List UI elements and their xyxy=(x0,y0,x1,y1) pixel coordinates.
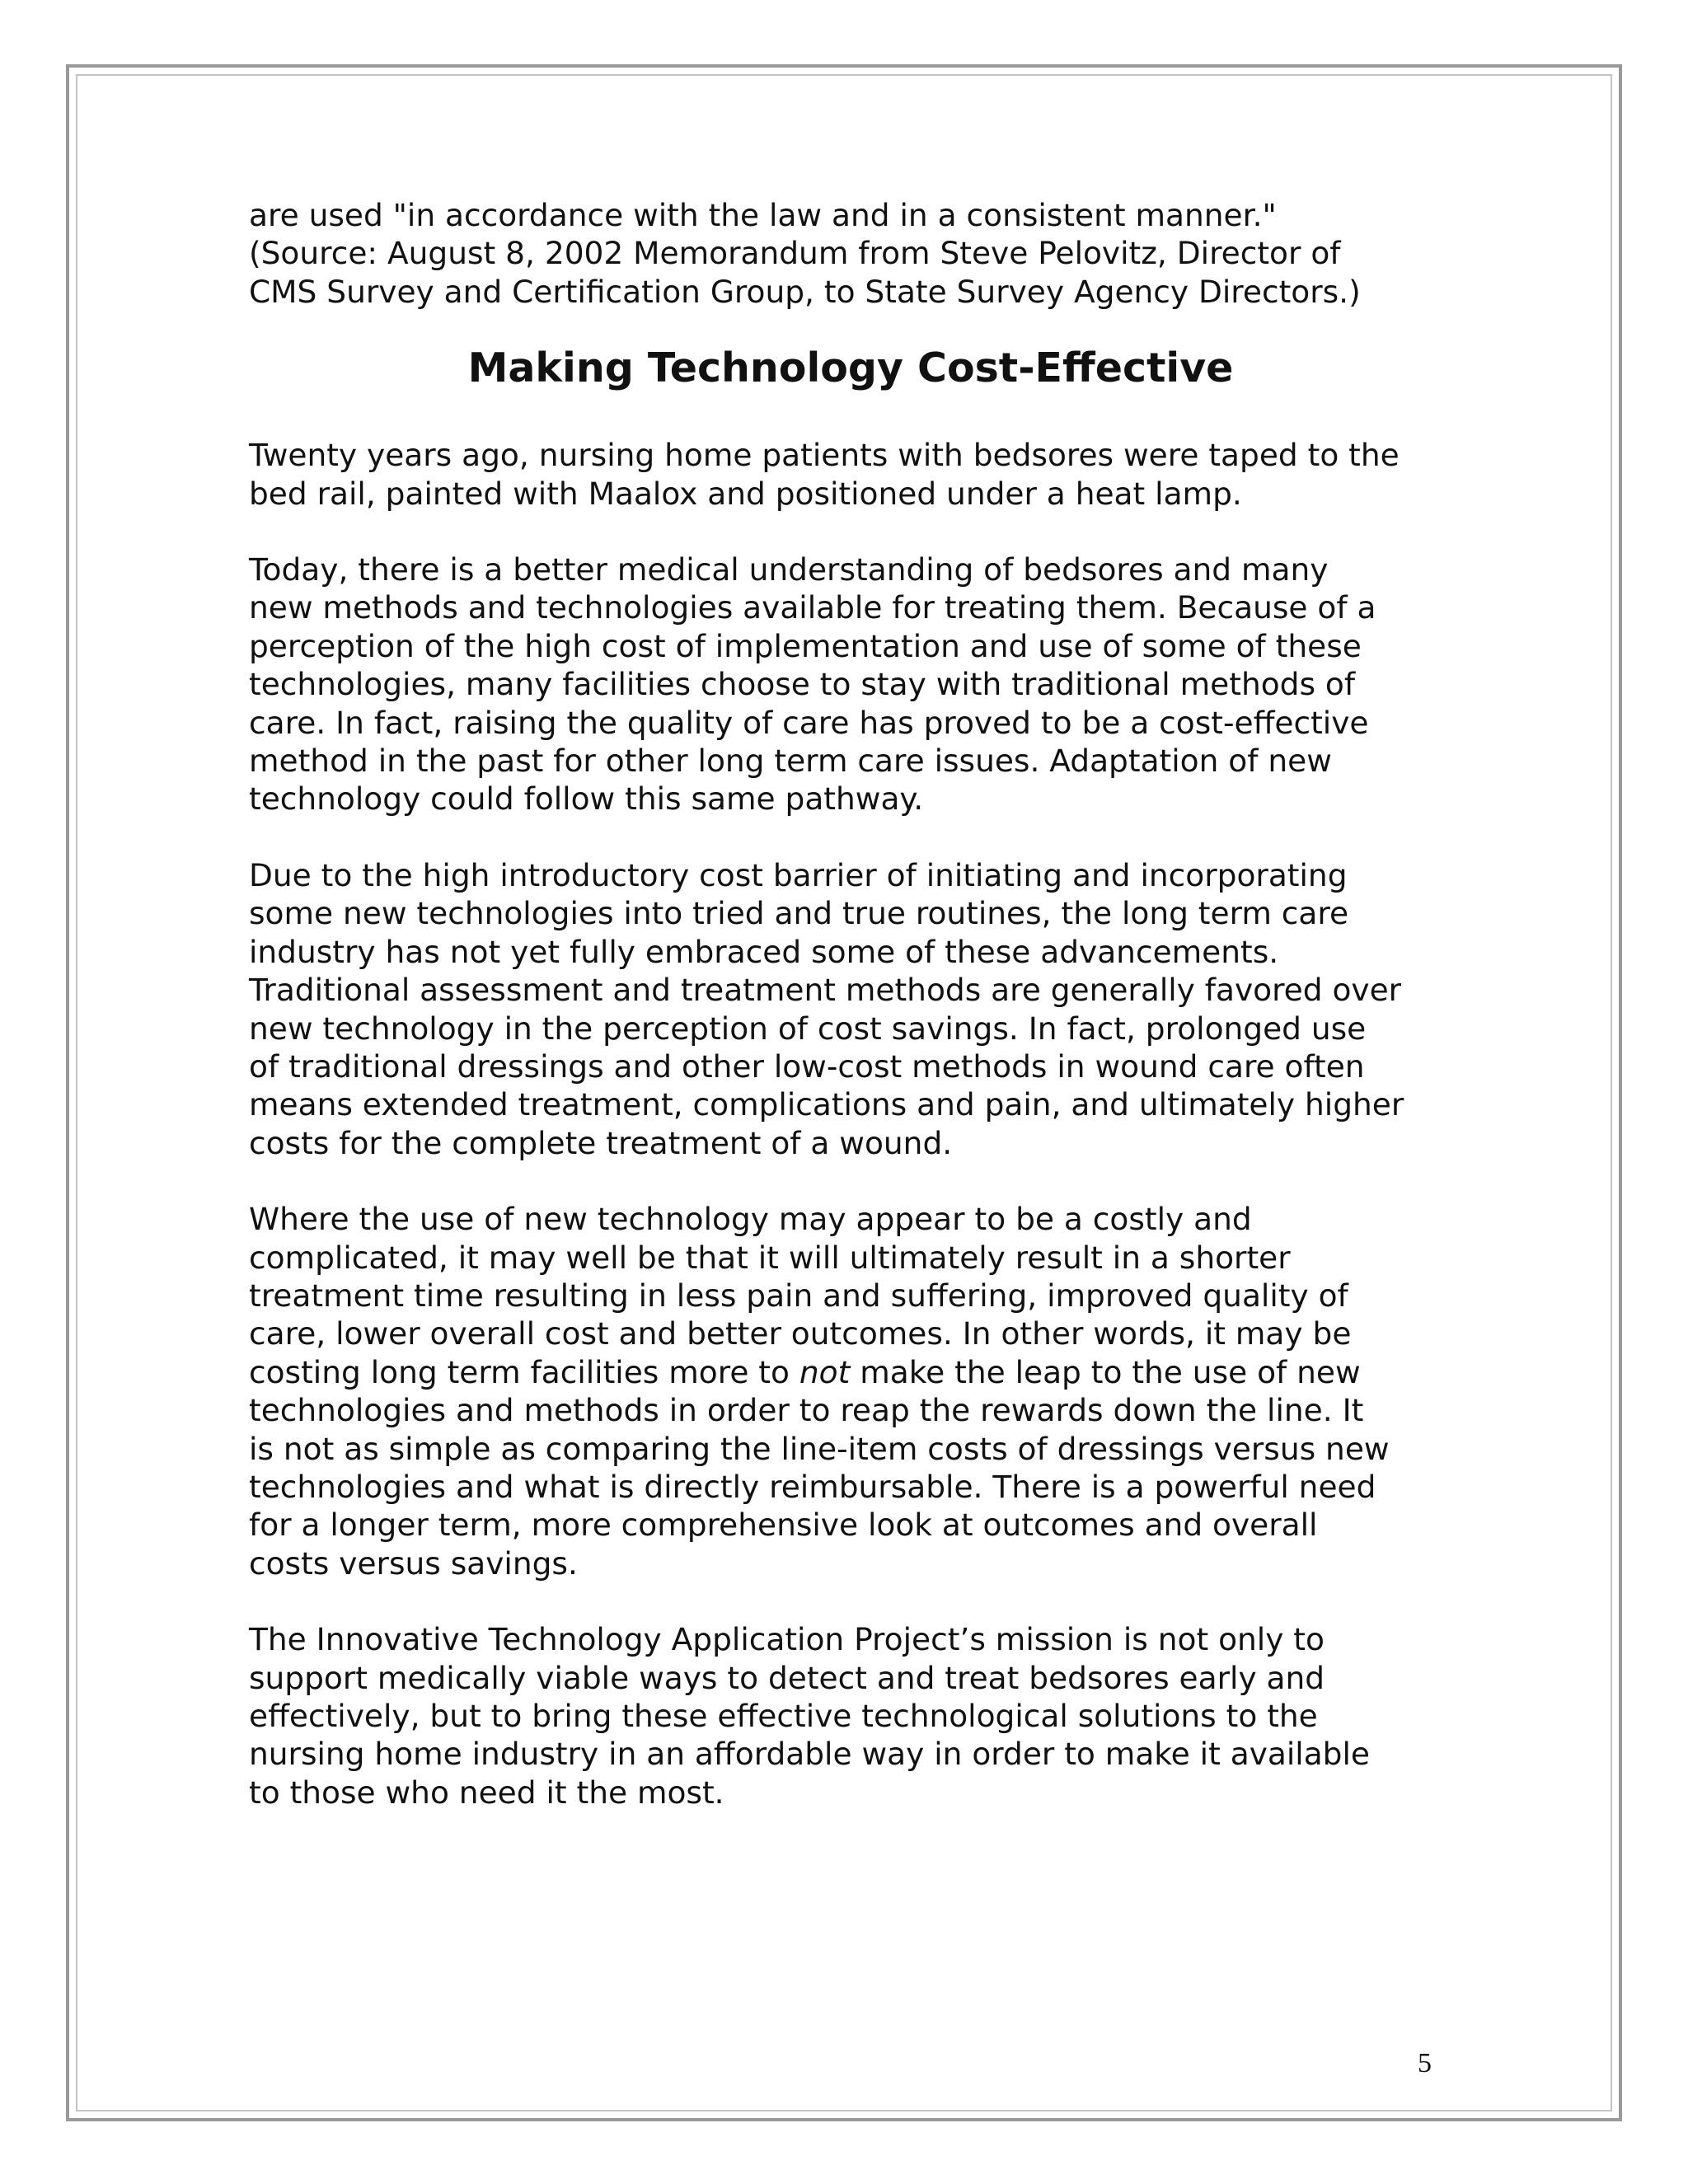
paragraph-mission: The Innovative Technology Application Project’s mission is not only to support medically viable ways to detect and treat bedsores early and effectively, but to bring these effective technological solutions to the nursing home industry in an affordable way in order to make it available to those who need it the most. xyxy=(249,1621,1370,1811)
document-body xyxy=(249,196,1461,1811)
paragraph-new-technology-part1: Where the use of new technology may appear to be a costly and complicated, it may well be that it will ultimately result in a shorter treatment time resulting in less pain and suffering, improved quality of care, lower overall cost and better outcomes. In other words, it may be costing long term facilities more to xyxy=(249,1201,1352,1390)
paragraph-cost-barrier: Due to the high introductory cost barrier of initiating and incorporating some new technologies into tried and true routines, the long term care industry has not yet fully embraced some of these advancements. Traditional assessment and treatment methods are generally favored over new technology in the perception of cost savings. In fact, prolonged use of traditional dressings and other low-cost methods in wound care often means extended treatment, complications and pain, and ultimately higher costs for the complete treatment of a wound. xyxy=(249,856,1404,1161)
section-title: Making Technology Cost-Effective xyxy=(467,344,1234,392)
page-number: 5 xyxy=(1418,2048,1432,2079)
emphasis-not: not xyxy=(799,1353,851,1390)
paragraph-new-technology xyxy=(249,1200,1461,1582)
paragraph-history: Twenty years ago, nursing home patients with bedsores were taped to the bed rail, painted with Maalox and positioned under a heat lamp. xyxy=(249,437,1400,512)
paragraph-today: Today, there is a better medical understanding of bedsores and many new methods and technologies available for treating them. Because of a perception of the high cost of implementation and use of some of these technologies, many facilities choose to stay with traditional methods of care. In fact, raising the quality of care has proved to be a cost-effective method in the past for other long term care issues. Adaptation of new technology could follow this same pathway. xyxy=(249,551,1376,818)
paragraph-new-technology-part2: make the leap to the use of new technologies and methods in order to reap the rewards down the line. It is not as simple as comparing the line-item costs of dressings versus new technologies and what is directly reimbursable. There is a powerful need for a longer term, more comprehensive look at outcomes and overall costs versus savings. xyxy=(249,1353,1390,1582)
intro-continuation-paragraph: are used "in accordance with the law and in a consistent manner." (Source: August 8, 2002 Memorandum from Steve Pelovitz, Director of CMS Survey and Certification Group, to State Survey Agency Directors.) xyxy=(249,197,1361,310)
